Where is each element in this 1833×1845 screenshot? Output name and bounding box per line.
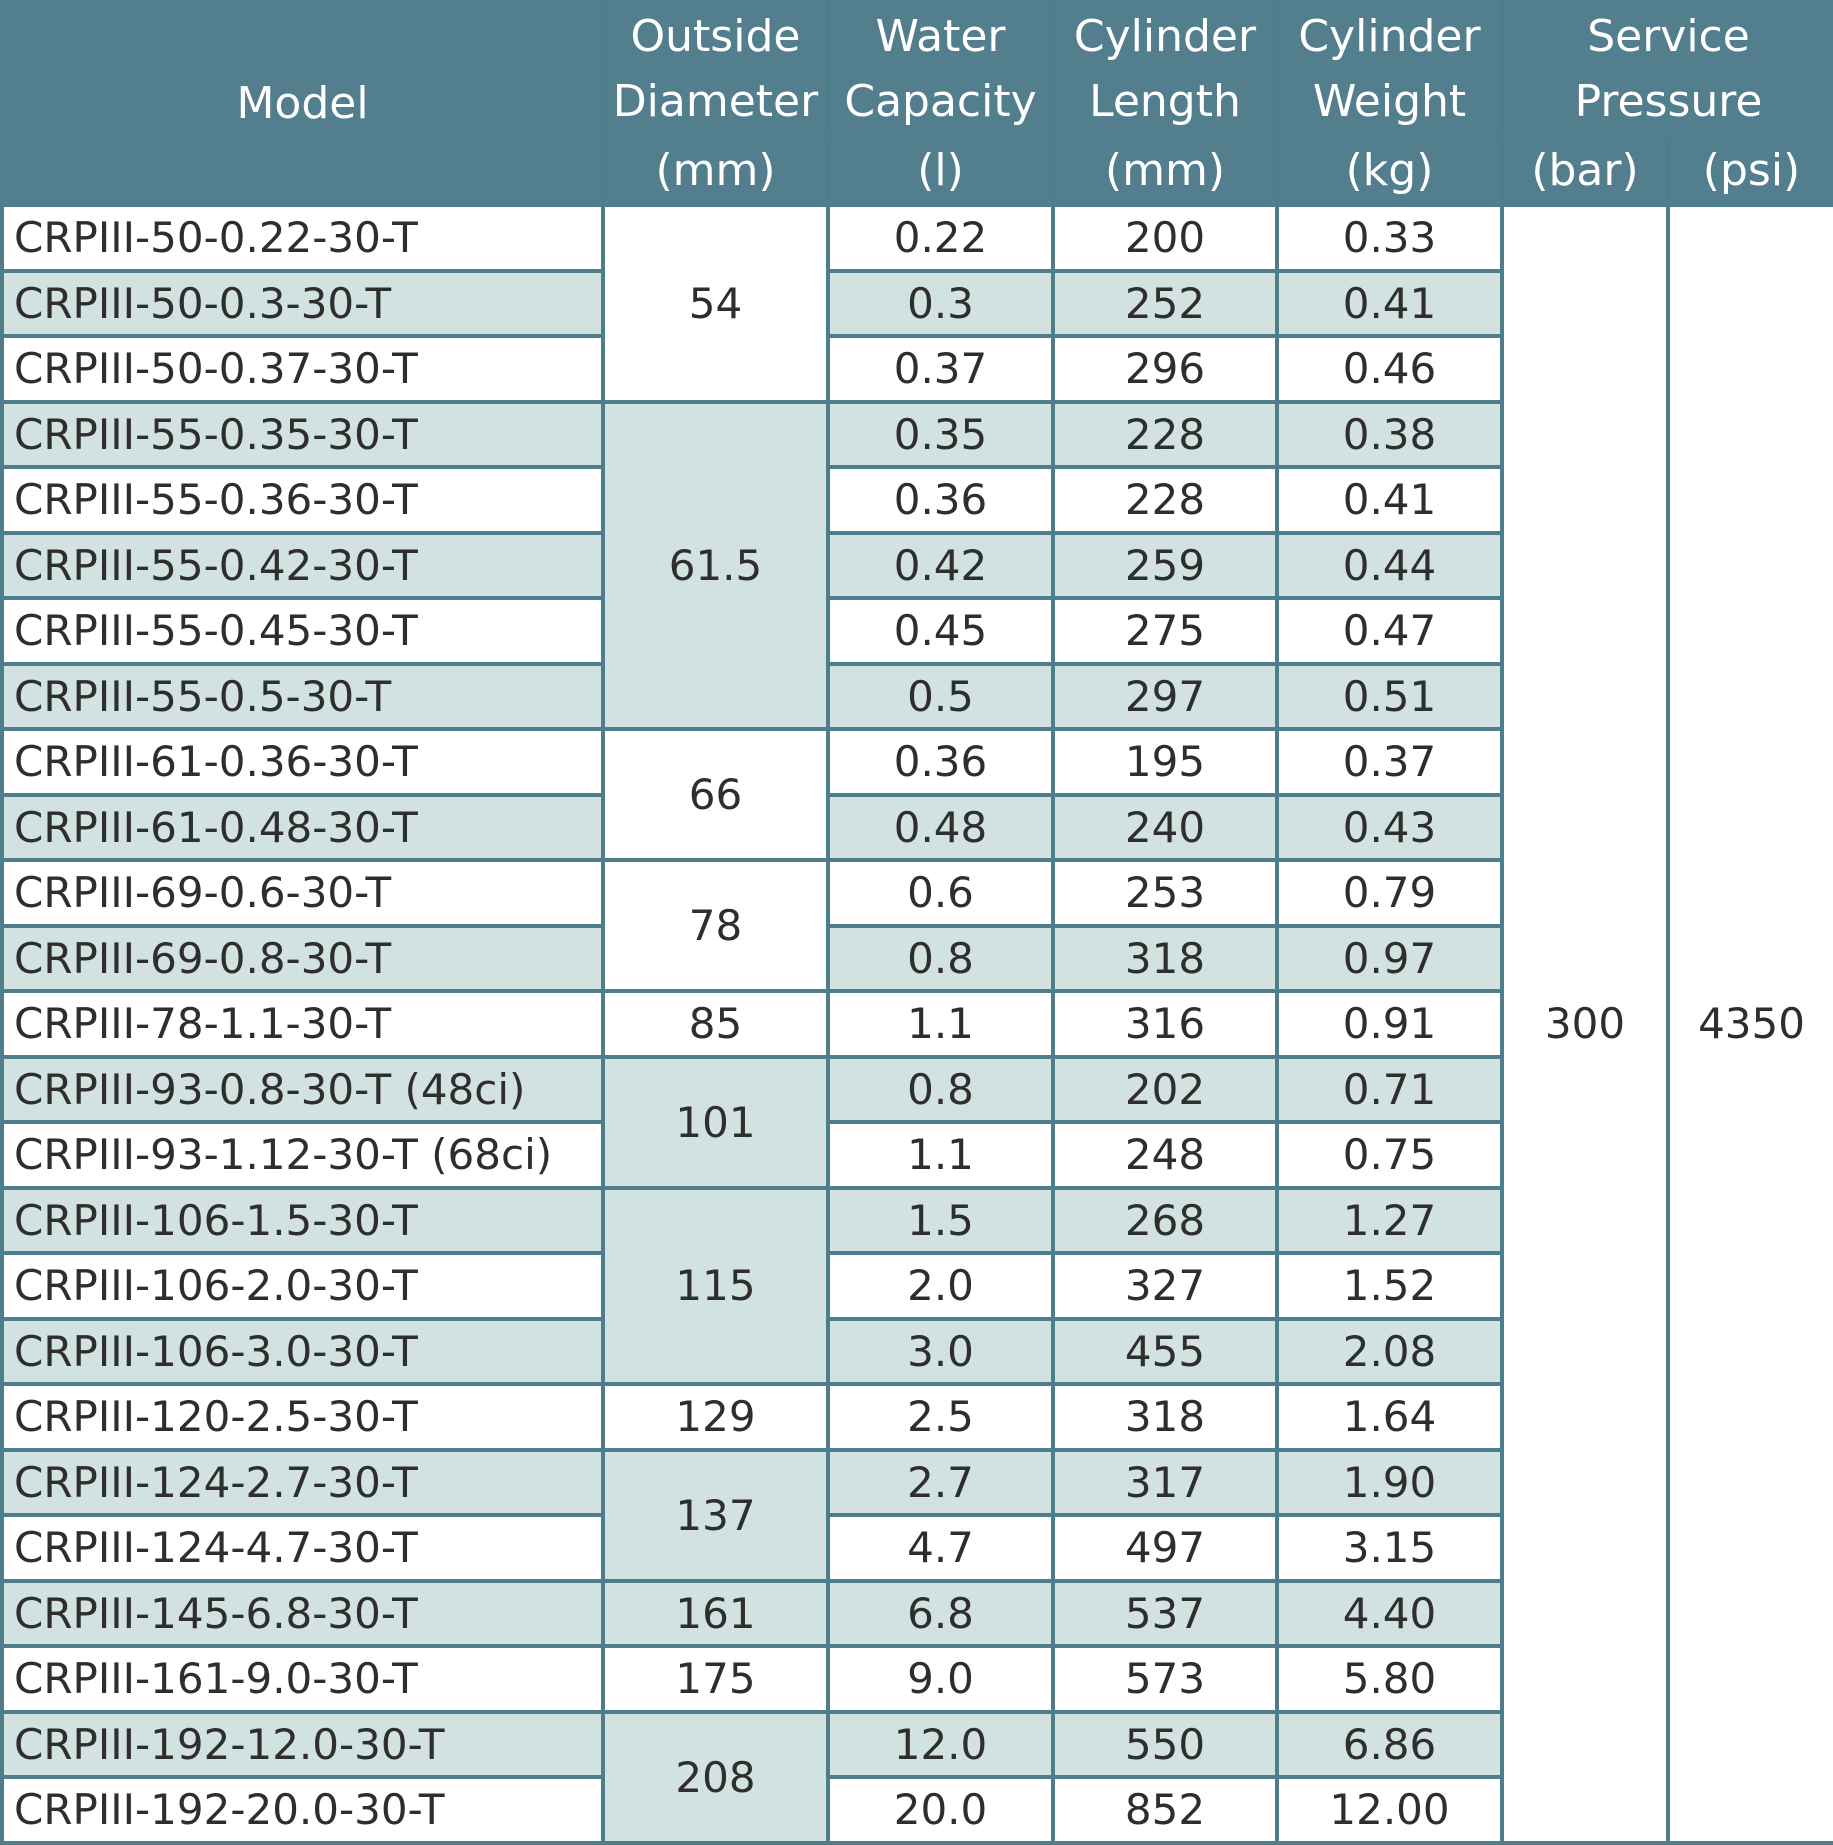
cylinder-weight-cell: 0.37: [1277, 729, 1502, 795]
water-capacity-cell: 1.5: [828, 1188, 1053, 1254]
cylinder-length-cell: 252: [1053, 271, 1277, 337]
model-cell: CRPIII-93-0.8-30-T (48ci): [2, 1057, 603, 1123]
cylinder-weight-cell: 0.71: [1277, 1057, 1502, 1123]
cylinder-weight-cell: 0.38: [1277, 402, 1502, 468]
water-capacity-cell: 6.8: [828, 1581, 1053, 1647]
water-capacity-cell: 4.7: [828, 1515, 1053, 1581]
cylinder-weight-cell: 0.79: [1277, 860, 1502, 926]
cylinder-weight-cell: 12.00: [1277, 1777, 1502, 1843]
cylinder-weight-cell: 4.40: [1277, 1581, 1502, 1647]
service-pressure-bar-cell: 300: [1502, 205, 1668, 1843]
cylinder-length-cell: 550: [1053, 1712, 1277, 1778]
cylinder-weight-cell: 0.91: [1277, 991, 1502, 1057]
water-capacity-cell: 9.0: [828, 1646, 1053, 1712]
water-capacity-cell: 0.48: [828, 795, 1053, 861]
header-model: Model: [2, 2, 603, 205]
cylinder-weight-cell: 0.41: [1277, 467, 1502, 533]
model-cell: CRPIII-120-2.5-30-T: [2, 1384, 603, 1450]
model-cell: CRPIII-124-2.7-30-T: [2, 1450, 603, 1516]
water-capacity-cell: 0.42: [828, 533, 1053, 599]
water-capacity-cell: 0.8: [828, 926, 1053, 992]
unit-outside-diameter: (mm): [603, 136, 828, 205]
model-cell: CRPIII-55-0.5-30-T: [2, 664, 603, 730]
cylinder-weight-cell: 1.27: [1277, 1188, 1502, 1254]
model-cell: CRPIII-106-2.0-30-T: [2, 1253, 603, 1319]
unit-cylinder-weight: (kg): [1277, 136, 1502, 205]
cylinder-weight-cell: 0.46: [1277, 336, 1502, 402]
model-cell: CRPIII-124-4.7-30-T: [2, 1515, 603, 1581]
water-capacity-cell: 12.0: [828, 1712, 1053, 1778]
model-cell: CRPIII-61-0.36-30-T: [2, 729, 603, 795]
cylinder-length-cell: 318: [1053, 926, 1277, 992]
outside-diameter-cell: 208: [603, 1712, 828, 1843]
cylinder-weight-cell: 0.97: [1277, 926, 1502, 992]
outside-diameter-cell: 85: [603, 991, 828, 1057]
model-cell: CRPIII-161-9.0-30-T: [2, 1646, 603, 1712]
model-cell: CRPIII-50-0.3-30-T: [2, 271, 603, 337]
outside-diameter-cell: 101: [603, 1057, 828, 1188]
cylinder-length-cell: 228: [1053, 402, 1277, 468]
outside-diameter-cell: 78: [603, 860, 828, 991]
model-cell: CRPIII-55-0.35-30-T: [2, 402, 603, 468]
model-cell: CRPIII-55-0.36-30-T: [2, 467, 603, 533]
cylinder-weight-cell: 0.47: [1277, 598, 1502, 664]
cylinder-weight-cell: 0.44: [1277, 533, 1502, 599]
model-cell: CRPIII-145-6.8-30-T: [2, 1581, 603, 1647]
model-cell: CRPIII-50-0.37-30-T: [2, 336, 603, 402]
header-cylinder-weight: Cylinder Weight: [1277, 2, 1502, 136]
water-capacity-cell: 0.8: [828, 1057, 1053, 1123]
cylinder-weight-cell: 0.43: [1277, 795, 1502, 861]
cylinder-weight-cell: 3.15: [1277, 1515, 1502, 1581]
model-cell: CRPIII-106-3.0-30-T: [2, 1319, 603, 1385]
cylinder-length-cell: 253: [1053, 860, 1277, 926]
cylinder-length-cell: 248: [1053, 1122, 1277, 1188]
water-capacity-cell: 0.6: [828, 860, 1053, 926]
table-header: [2, 2, 1833, 205]
unit-cylinder-length: (mm): [1053, 136, 1277, 205]
cylinder-weight-cell: 6.86: [1277, 1712, 1502, 1778]
outside-diameter-cell: 54: [603, 205, 828, 402]
cylinder-length-cell: 202: [1053, 1057, 1277, 1123]
model-cell: CRPIII-69-0.6-30-T: [2, 860, 603, 926]
water-capacity-cell: 0.37: [828, 336, 1053, 402]
model-cell: CRPIII-78-1.1-30-T: [2, 991, 603, 1057]
water-capacity-cell: 2.7: [828, 1450, 1053, 1516]
cylinder-weight-cell: 1.52: [1277, 1253, 1502, 1319]
cylinder-length-cell: 497: [1053, 1515, 1277, 1581]
cylinder-weight-cell: 2.08: [1277, 1319, 1502, 1385]
water-capacity-cell: 1.1: [828, 991, 1053, 1057]
cylinder-weight-cell: 1.90: [1277, 1450, 1502, 1516]
cylinder-length-cell: 852: [1053, 1777, 1277, 1843]
cylinder-length-cell: 240: [1053, 795, 1277, 861]
outside-diameter-cell: 175: [603, 1646, 828, 1712]
cylinder-weight-cell: 0.75: [1277, 1122, 1502, 1188]
model-cell: CRPIII-55-0.45-30-T: [2, 598, 603, 664]
header-water-capacity: Water Capacity: [828, 2, 1053, 136]
outside-diameter-cell: 161: [603, 1581, 828, 1647]
cylinder-weight-cell: 1.64: [1277, 1384, 1502, 1450]
water-capacity-cell: 0.35: [828, 402, 1053, 468]
water-capacity-cell: 0.36: [828, 729, 1053, 795]
model-cell: CRPIII-106-1.5-30-T: [2, 1188, 603, 1254]
cylinder-length-cell: 195: [1053, 729, 1277, 795]
table-body: [2, 205, 1833, 1843]
water-capacity-cell: 0.22: [828, 205, 1053, 271]
header-outside-diameter: Outside Diameter: [603, 2, 828, 136]
header-cylinder-length: Cylinder Length: [1053, 2, 1277, 136]
cylinder-weight-cell: 0.33: [1277, 205, 1502, 271]
water-capacity-cell: 0.5: [828, 664, 1053, 730]
water-capacity-cell: 0.3: [828, 271, 1053, 337]
cylinder-length-cell: 573: [1053, 1646, 1277, 1712]
cylinder-length-cell: 275: [1053, 598, 1277, 664]
model-cell: CRPIII-192-20.0-30-T: [2, 1777, 603, 1843]
model-cell: CRPIII-50-0.22-30-T: [2, 205, 603, 271]
cylinder-length-cell: 537: [1053, 1581, 1277, 1647]
model-cell: CRPIII-69-0.8-30-T: [2, 926, 603, 992]
water-capacity-cell: 20.0: [828, 1777, 1053, 1843]
cylinder-length-cell: 455: [1053, 1319, 1277, 1385]
model-cell: CRPIII-192-12.0-30-T: [2, 1712, 603, 1778]
cylinder-weight-cell: 5.80: [1277, 1646, 1502, 1712]
water-capacity-cell: 0.45: [828, 598, 1053, 664]
cylinder-length-cell: 327: [1053, 1253, 1277, 1319]
cylinder-length-cell: 268: [1053, 1188, 1277, 1254]
outside-diameter-cell: 129: [603, 1384, 828, 1450]
unit-pressure-psi: (psi): [1668, 136, 1833, 205]
service-pressure-psi-cell: 4350: [1668, 205, 1833, 1843]
outside-diameter-cell: 66: [603, 729, 828, 860]
model-cell: CRPIII-61-0.48-30-T: [2, 795, 603, 861]
cylinder-weight-cell: 0.51: [1277, 664, 1502, 730]
cylinder-weight-cell: 0.41: [1277, 271, 1502, 337]
unit-water-capacity: (l): [828, 136, 1053, 205]
cylinder-length-cell: 297: [1053, 664, 1277, 730]
model-cell: CRPIII-93-1.12-30-T (68ci): [2, 1122, 603, 1188]
outside-diameter-cell: 115: [603, 1188, 828, 1385]
cylinder-length-cell: 317: [1053, 1450, 1277, 1516]
cylinder-length-cell: 228: [1053, 467, 1277, 533]
cylinder-length-cell: 200: [1053, 205, 1277, 271]
header-service-pressure: Service Pressure: [1502, 2, 1833, 136]
cylinder-length-cell: 318: [1053, 1384, 1277, 1450]
outside-diameter-cell: 137: [603, 1450, 828, 1581]
water-capacity-cell: 3.0: [828, 1319, 1053, 1385]
water-capacity-cell: 0.36: [828, 467, 1053, 533]
unit-pressure-bar: (bar): [1502, 136, 1668, 205]
water-capacity-cell: 2.0: [828, 1253, 1053, 1319]
water-capacity-cell: 2.5: [828, 1384, 1053, 1450]
outside-diameter-cell: 61.5: [603, 402, 828, 730]
cylinder-length-cell: 296: [1053, 336, 1277, 402]
water-capacity-cell: 1.1: [828, 1122, 1053, 1188]
cylinder-length-cell: 259: [1053, 533, 1277, 599]
table-row: [2, 205, 1833, 271]
cylinder-length-cell: 316: [1053, 991, 1277, 1057]
model-cell: CRPIII-55-0.42-30-T: [2, 533, 603, 599]
